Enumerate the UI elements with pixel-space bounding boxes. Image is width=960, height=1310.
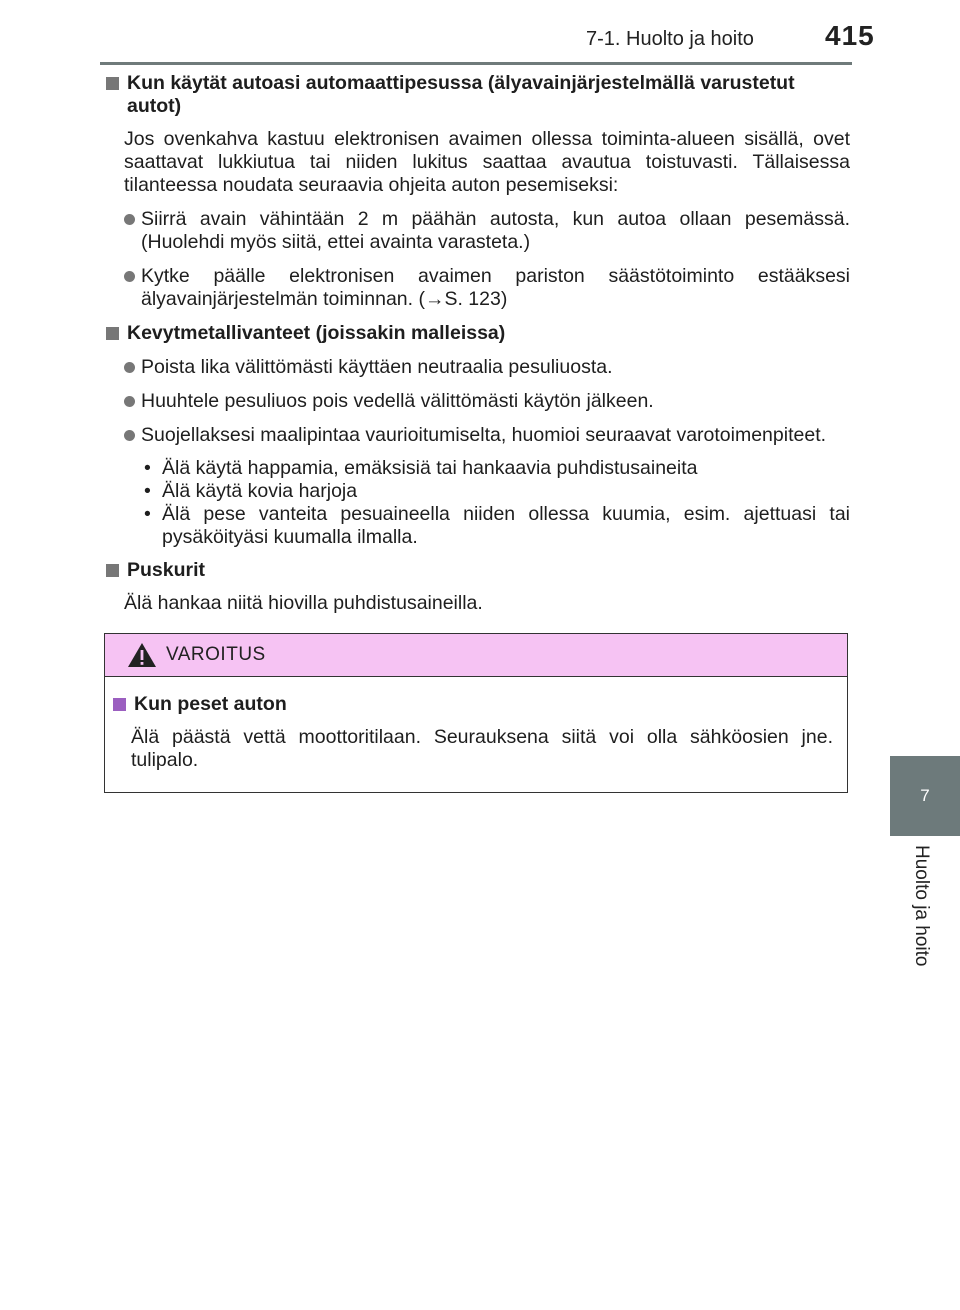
round-bullet-icon [124, 214, 135, 225]
section-heading [104, 322, 850, 345]
small-bullet-icon: • [144, 480, 151, 502]
chapter-tab [890, 756, 960, 836]
square-bullet-icon [106, 327, 119, 340]
list-item [124, 424, 850, 447]
list-item [124, 265, 850, 311]
round-bullet-icon [124, 271, 135, 282]
page-content [104, 72, 850, 615]
warning-paragraph: Älä päästä vettä moottoritilaan. Seurauksena siitä voi olla sähköosien jne. tulipalo. [131, 726, 833, 771]
warning-box [104, 633, 848, 793]
sub-list-item-text: Älä pese vanteita pesuaineella niiden ollessa kuumia, esim. ajettuasi tai pysäköityäsi kuumalla ilmalla. [162, 503, 850, 548]
list-item-text: Suojellaksesi maalipintaa vaurioitumiselta, huomioi seuraavat varotoimenpiteet. [141, 424, 827, 446]
round-bullet-icon [124, 396, 135, 407]
sub-list-item-text: Älä käytä happamia, emäksisiä tai hankaavia puhdistusaineita [162, 457, 698, 479]
warning-triangle-icon [127, 642, 157, 668]
square-bullet-icon [106, 77, 119, 90]
list-item [124, 208, 850, 254]
header-rule [100, 62, 852, 65]
section-heading-text: Kevytmetallivanteet (joissakin malleissa) [127, 322, 506, 344]
list-item-text: Kytke päälle elektronisen avaimen pariston säästötoiminto estääksesi älyavainjärjestelmän toiminnan. (→S. 123) [141, 265, 850, 310]
page-header-section: 7-1. Huolto ja hoito [586, 28, 754, 50]
list-item [124, 356, 850, 379]
round-bullet-icon [124, 362, 135, 373]
warning-body [105, 677, 847, 772]
warning-heading-text: Kun peset auton [134, 693, 287, 715]
list-item-text: Poista lika välittömästi käyttäen neutraalia pesuliuosta. [141, 356, 613, 378]
sub-list-item-text: Älä käytä kovia harjoja [162, 480, 358, 502]
sub-list-item [142, 457, 850, 480]
warning-header [105, 634, 847, 677]
section-heading-text: Kun käytät autoasi automaattipesussa (älyavainjärjestelmällä varustetut autot) [127, 72, 795, 117]
square-bullet-icon [113, 698, 126, 711]
small-bullet-icon: • [144, 503, 151, 525]
chapter-tab-number: 7 [920, 786, 930, 805]
sub-list-item [142, 480, 850, 503]
small-bullet-icon: • [144, 457, 151, 479]
list-item-text: Huuhtele pesuliuos pois vedellä välittömästi käytön jälkeen. [141, 390, 654, 412]
section-paragraph: Älä hankaa niitä hiovilla puhdistusaineilla. [124, 592, 483, 614]
list-item [124, 390, 850, 413]
warning-heading [111, 693, 833, 716]
section-heading-text: Puskurit [127, 559, 206, 581]
square-bullet-icon [106, 564, 119, 577]
list-item-text: Siirrä avain vähintään 2 m päähän autosta, kun autoa ollaan pesemässä. (Huolehdi myös siitä, ettei avainta varasteta.) [141, 208, 850, 253]
round-bullet-icon [124, 430, 135, 441]
section-heading [104, 559, 850, 582]
chapter-label: Huolto ja hoito [911, 845, 932, 967]
warning-title: VAROITUS [166, 644, 266, 665]
sub-list-item [142, 503, 850, 549]
page-number: 415 [825, 20, 875, 51]
section-paragraph: Jos ovenkahva kastuu elektronisen avaimen ollessa toiminta-alueen sisällä, ovet saattavat lukkiutua tai niiden lukitus saattaa avautua toistuvasti. Tällaisessa tilanteessa noudata seuraavia ohjeita auton pesemiseksi: [124, 128, 850, 196]
sub-list [142, 457, 850, 549]
section-heading [104, 72, 850, 118]
